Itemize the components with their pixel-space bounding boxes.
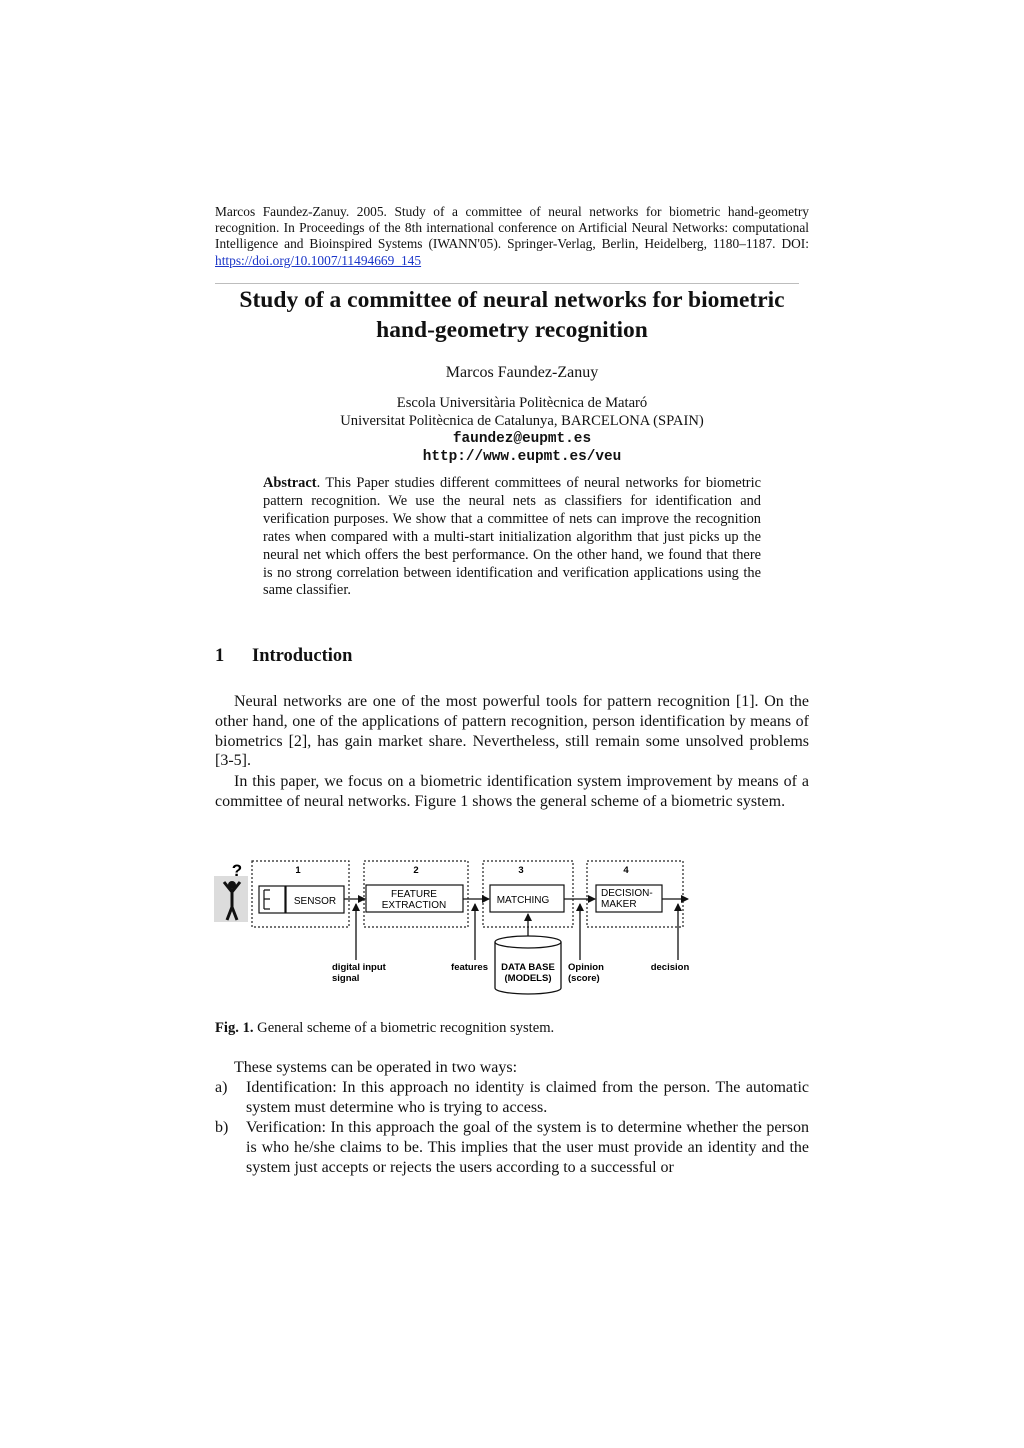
list-item-label: a) [215,1079,228,1096]
matching-label: MATCHING [496,895,550,906]
label-opinion: Opinion [568,962,604,973]
abstract [263,475,761,600]
sensor-device-icon [259,886,285,913]
person-icon [214,876,248,922]
author-url[interactable]: http://www.eupmt.es/veu [422,449,622,465]
caption-text: General scheme of a biometric recognition system. [253,1020,555,1036]
list-item-label: b) [215,1119,229,1136]
abstract-text: . This Paper studies different committees of neural networks for biometric pattern recognition. We use the neural nets as classifiers for identification and verification purposes. We show that a committee of nets can improve the recognition rates when compared with a multi-start initialization algorithm that just picks up the neural net which offers the best performance. On the other hand, we found that there is no strong correlation between identification and verification applications using the same classifier. [263,475,761,599]
block-1-number: 1 [295,865,301,876]
title-line-2: hand-geometry recognition [376,317,648,343]
author-name: Marcos Faundez-Zanuy [445,364,599,381]
intro-paragraph-3: These systems can be operated in two ways: [234,1059,518,1076]
feature-label-1: FEATURE [391,889,437,900]
decision-label-2: MAKER [601,899,637,910]
paper-title [200,285,824,345]
list-item [215,1078,809,1118]
affiliation-line-1: Escola Universitària Politècnica de Mataró [396,395,648,411]
label-decision: decision [650,962,690,973]
title-line-1: Study of a committee of neural networks for biometric [239,287,785,313]
affiliation-line-2: Universitat Politècnica de Catalunya, BARCELONA (SPAIN) [340,413,704,429]
label-models: (MODELS) [504,973,552,984]
label-score: (score) [568,973,600,984]
block-2-number: 2 [413,865,419,876]
question-mark: ? [231,861,243,880]
label-features: features [451,962,488,973]
label-database: DATA BASE [501,962,555,973]
section-heading [215,646,352,667]
section-number: 1 [215,646,225,666]
citation [215,204,809,269]
citation-text: Marcos Faundez-Zanuy. 2005. Study of a committee of neural networks for biometric hand-geometry recognition. In Proceedings of the 8th international conference on Artificial Neural Networks: computational Intelligence and Bioinspired Systems (IWANN'05). Springer-Verlag, Berlin, Heidelberg, 1180–1187. DOI: [215,204,809,252]
label-signal: signal [332,973,360,984]
biometric-scheme-figure [210,852,710,1002]
block-4-number: 4 [623,865,629,876]
decision-label-1: DECISION- [601,888,653,899]
section-title: Introduction [252,646,353,666]
intro-paragraph-2: In this paper, we focus on a biometric identification system improvement by means of a committee of neural networks. Figure 1 shows the general scheme of a biometric system. [215,773,809,810]
feature-label-2: EXTRACTION [381,900,447,911]
block-3-number: 3 [518,865,524,876]
caption-label: Fig. 1. [215,1020,254,1036]
list-item-text: Verification: In this approach the goal of the system is to determine whether the person is who he/she claims to be. This implies that the user must provide an identity and the system just accepts or rejects the users according to a successful or [246,1119,809,1176]
sensor-label: SENSOR [293,896,337,907]
affiliation [215,394,829,466]
doi-link[interactable]: https://doi.org/10.1007/11494669_145 [215,252,422,268]
label-digital-input: digital input [332,962,386,973]
intro-paragraph-1: Neural networks are one of the most powerful tools for pattern recognition [1]. On the other hand, one of the applications of pattern recognition, person identification by means of biometrics [2], has gain market share. Nevertheless, still remain some unsolved problems [3-5]. [215,693,809,770]
list-item-text: Identification: In this approach no identity is claimed from the person. The automatic system must determine who is trying to access. [246,1079,809,1116]
list-item [215,1118,809,1177]
abstract-label: Abstract [263,475,317,491]
header-divider [215,283,799,284]
figure-caption [215,1020,554,1037]
author-email[interactable]: faundez@eupmt.es [452,431,592,447]
